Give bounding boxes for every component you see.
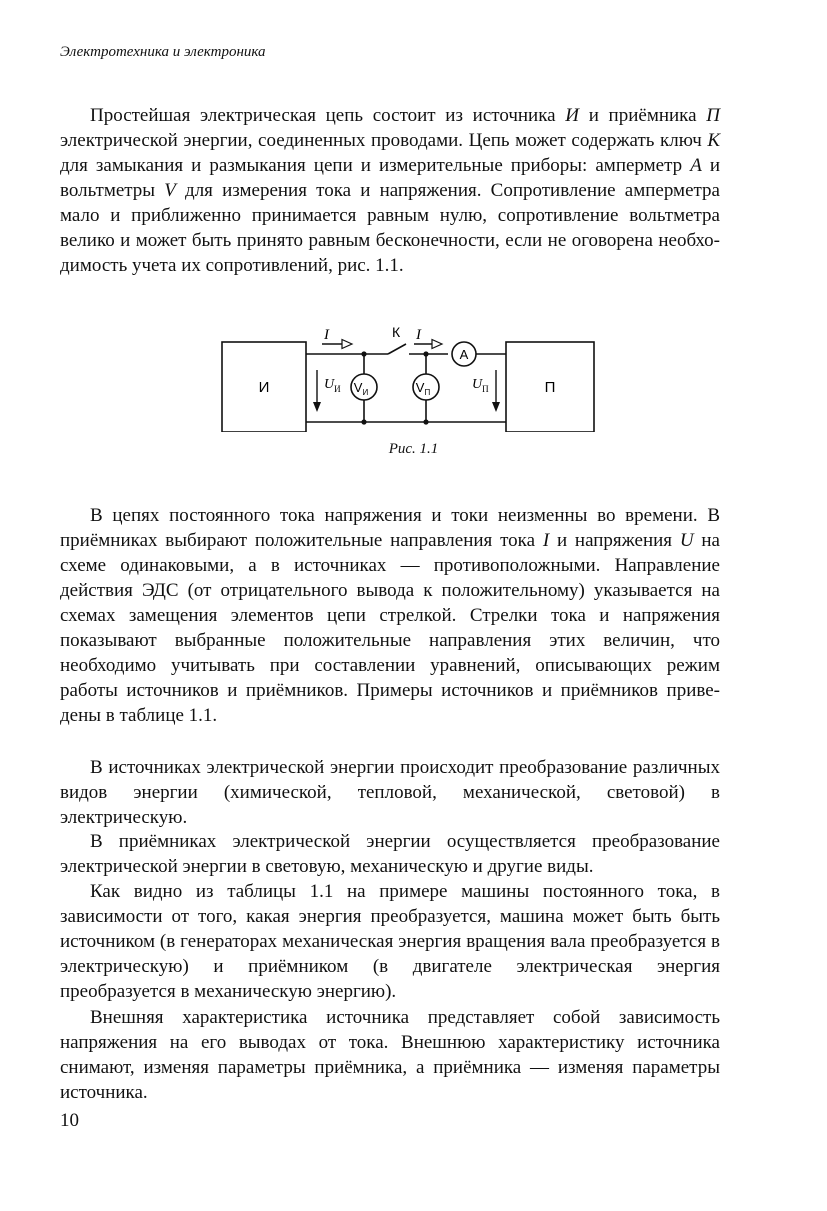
source-label: И <box>258 379 270 396</box>
circuit-diagram <box>210 322 610 432</box>
current-label-left: I <box>324 327 329 343</box>
switch-blade <box>388 344 406 354</box>
page-number: 10 <box>60 1110 79 1131</box>
load-label: П <box>544 379 556 396</box>
figure-caption: Рис. 1.1 <box>388 441 439 457</box>
italic-symbol: И <box>565 105 580 126</box>
voltage-load-main: U <box>472 377 483 392</box>
voltmeter-source-main: V <box>353 380 363 395</box>
italic-symbol: П <box>706 105 720 126</box>
switch-label: К <box>392 324 401 340</box>
voltmeter-source-sub: И <box>362 388 369 397</box>
italic-symbol: А <box>690 155 702 176</box>
paragraph-circuit-intro: Простейшая электрическая цепь состоит из источника И и приёмника П электрической энергии, соединенных проводами. Цепь может содержать ключ К для замыкания и размыкания цепи и измерительные приборы: амперметр А и вольтметры V для измерения тока и напряжения. Сопротивление амперметра мало и приближенно принимается равным нулю, сопротивление вольтметра велико и может быть принято равным бесконечности, если не оговорена необходимость учета их сопротивлений, рис. 1.1. <box>60 105 721 276</box>
paragraph-receivers: В приёмниках электрической энергии осуществляется преобразование электрической энергии в световую, механическую и другие виды. <box>60 831 720 877</box>
svg-text:UП <box>472 377 489 394</box>
voltage-source-sub: И <box>334 384 341 394</box>
voltmeter-load-sub: П <box>424 388 431 397</box>
svg-text:UИ <box>324 377 341 394</box>
italic-symbol: I <box>542 530 550 551</box>
paragraph-dc-machine: Как видно из таблицы 1.1 на примере машины постоянного тока, в зависимости от того, какая энергия преобразуется, машина может быть быть источником (в генераторах механическая энергия вращения вала преобразуется в электрическую) и приёмником (в двигателе электрическая энергия преобразуется в механическую энергию). <box>60 881 720 1002</box>
ammeter-label: А <box>459 347 469 362</box>
paragraph-sources: В источниках электрической энергии происходит преобразование различных видов энергии (химической, тепловой, механической, световой) в электрическую. <box>60 757 720 828</box>
running-head: Электротехника и электроника <box>60 44 266 60</box>
voltage-source-main: U <box>324 377 335 392</box>
current-arrow-left-head <box>342 340 352 349</box>
voltage-arrow-source-head <box>313 402 321 412</box>
paragraph-dc-circuits: В цепях постоянного тока напряжения и токи неизменны во времени. В приёмниках выбирают положительные направления тока I и напряжения U на схеме одинаковыми, а в источниках — противоположными. Направление действия ЭДС (от отрицательного вывода к положительному) указывается на схемах замещения элементов цепи стрелкой. Стрелки тока и напряжения показывают выбранные положительные направления этих величин, что необходимо учитывать при составлении уравнений, описывающих режим работы источников и приёмников. Примеры источников и приёмников приведены в таблице 1.1. <box>60 505 720 726</box>
voltage-load-sub: П <box>482 384 489 394</box>
italic-symbol: К <box>707 130 720 151</box>
voltage-arrow-load-head <box>492 402 500 412</box>
current-label-right: I <box>416 327 421 343</box>
current-arrow-right-head <box>432 340 442 349</box>
italic-symbol: U <box>679 530 694 551</box>
italic-symbol: V <box>164 180 176 201</box>
voltmeter-load-main: V <box>415 380 425 395</box>
paragraph-external-characteristic: Внешняя характеристика источника представляет собой зависимость напряжения на его выводах от тока. Внешнюю характеристику источника снимают, изменяя параметры приёмника, а приёмника — изменяя параметры источника. <box>60 1007 720 1103</box>
